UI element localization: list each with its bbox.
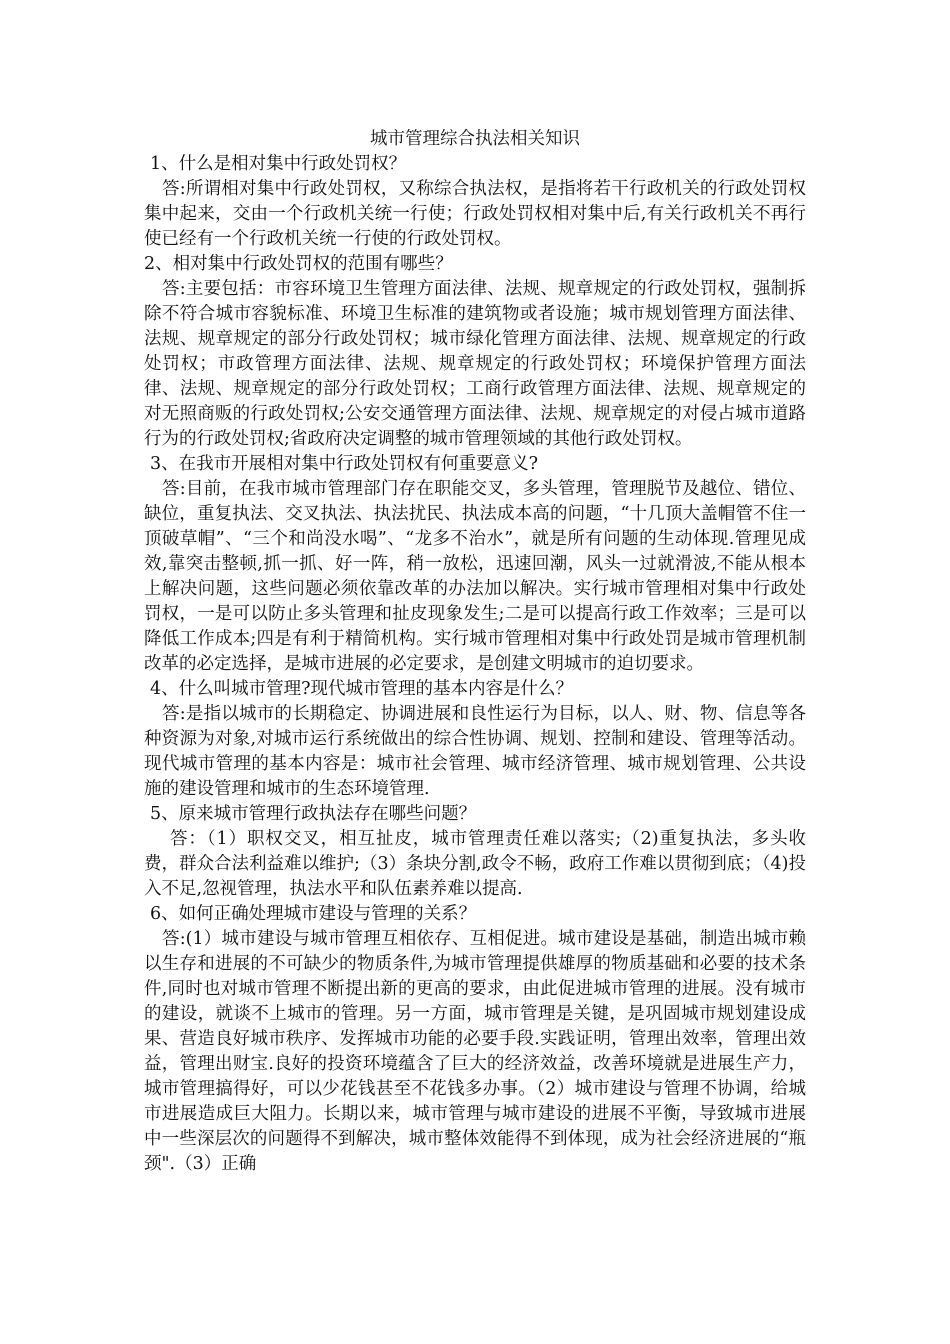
answer-2: 答:主要包括：市容环境卫生管理方面法律、法规、规章规定的行政处罚权，强制拆除不符合城市容貌标准、环境卫生标准的建筑物或者设施；城市规划管理方面法律、法规、规章规定的部分行政处罚权；城市绿化管理方面法律、法规、规章规定的行政处罚权；市政管理方面法律、法规、规章规定的行政处罚权；环境保护管理方面法律、法规、规章规定的部分行政处罚权；工商行政管理方面法律、法规、规章规定的对无照商贩的行政处罚权;公安交通管理方面法律、法规、规章规定的对侵占城市道路行为的行政处罚权;省政府决定调整的城市管理领域的其他行政处罚权。 — [144, 279, 806, 449]
document-title: 城市管理综合执法相关知识 — [370, 129, 580, 149]
document-body — [144, 127, 806, 1177]
question-5: 5、原来城市管理行政执法存在哪些问题？ — [150, 804, 477, 824]
answer-6: 答:(1）城市建设与城市管理互相依存、互相促进。城市建设是基础，制造出城市赖以生存和进展的不可缺少的物质条件,为城市管理提供雄厚的物质基础和必要的技术条件,同时也对城市管理不断提出新的更高的要求，由此促进城市管理的进展。没有城市的建设，就谈不上城市的管理。另一方面，城市管理是关键，是巩固城市规划建设成果、营造良好城市秩序、发挥城市功能的必要手段.实践证明，管理出效率，管理出效益，管理出财宝.良好的投资环境蕴含了巨大的经济效益，改善环境就是进展生产力，城市管理搞得好，可以少花钱甚至不花钱多办事。（2）城市建设与管理不协调，给城市进展造成巨大阻力。长期以来，城市管理与城市建设的进展不平衡，导致城市进展中一些深层次的问题得不到解决，城市整体效能得不到体现，成为社会经济进展的“瓶颈".（3）正确 — [144, 929, 806, 1174]
answer-3: 答:目前，在我市城市管理部门存在职能交叉，多头管理，管理脱节及越位、错位、缺位，重复执法、交叉执法、执法扰民、执法成本高的问题，“十几顶大盖帽管不住一顶破草帽”、“三个和尚没水喝”、“龙多不治水”，就是所有问题的生动体现.管理见成效,靠突击整顿,抓一抓、好一阵，稍一放松，迅速回潮，风头一过就滑波,不能从根本上解决问题，这些问题必须依靠改革的办法加以解决。实行城市管理相对集中行政处罚权，一是可以防止多头管理和扯皮现象发生;二是可以提高行政工作效率；三是可以降低工作成本;四是有利于精简机构。实行城市管理相对集中行政处罚是城市管理机制改革的必定选择，是城市进展的必定要求，是创建文明城市的迫切要求。 — [144, 479, 806, 674]
question-1: 1、什么是相对集中行政处罚权？ — [150, 154, 407, 174]
question-2: 2、相对集中行政处罚权的范围有哪些？ — [144, 254, 453, 274]
question-6: 6、如何正确处理城市建设与管理的关系？ — [150, 904, 477, 924]
question-4: 4、什么叫城市管理?现代城市管理的基本内容是什么？ — [150, 679, 574, 699]
answer-5: 答：（1）职权交叉，相互扯皮，城市管理责任难以落实;（2)重复执法，多头收费，群众合法利益难以维护;（3）条块分割,政令不畅，政府工作难以贯彻到底；（4)投入不足,忽视管理，执法水平和队伍素养难以提高. — [144, 829, 806, 899]
answer-1: 答:所谓相对集中行政处罚权，又称综合执法权，是指将若干行政机关的行政处罚权集中起来，交由一个行政机关统一行使；行政处罚权相对集中后,有关行政机关不再行使已经有一个行政机关统一行使的行政处罚权。 — [144, 179, 806, 249]
answer-4: 答:是指以城市的长期稳定、协调进展和良性运行为目标，以人、财、物、信息等各种资源为对象,对城市运行系统做出的综合性协调、规划、控制和建设、管理等活动。现代城市管理的基本内容是：城市社会管理、城市经济管理、城市规划管理、公共设施的建设管理和城市的生态环境管理. — [144, 704, 806, 799]
question-3: 3、在我市开展相对集中行政处罚权有何重要意义? — [150, 454, 539, 474]
